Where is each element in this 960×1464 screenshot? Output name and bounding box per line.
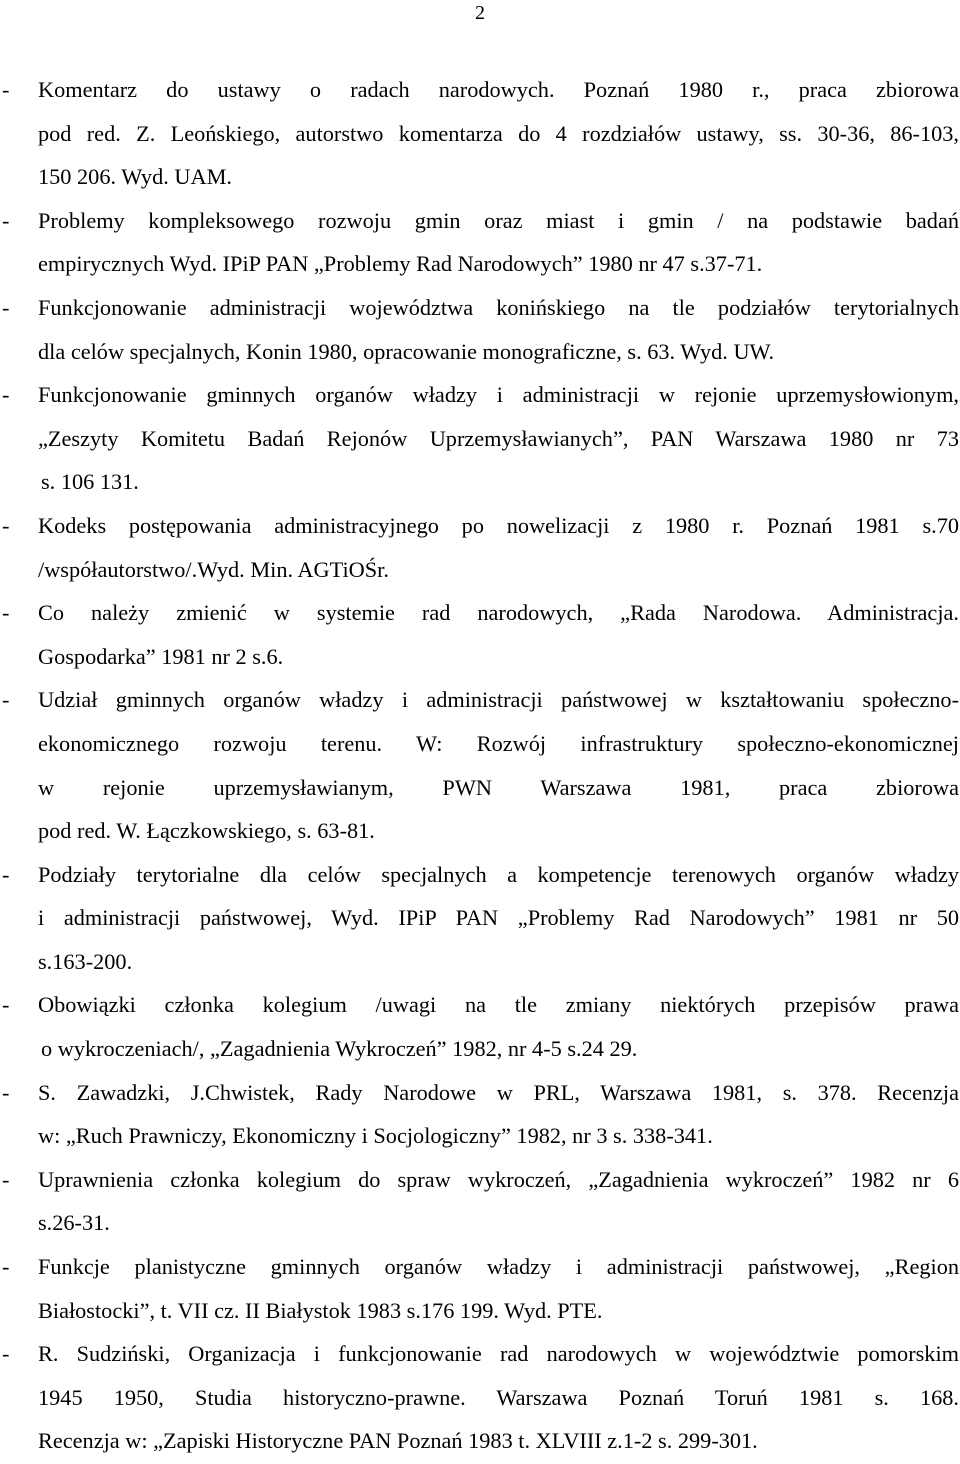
bibliography-continuation-line [0,1114,960,1158]
entry-text: Co należy zmienić w systemie rad narodowych, „Rada Narodowa. Administracja. [38,600,959,626]
list-dash: - [2,1254,10,1280]
entry-text: R. Sudziński, Organizacja i funkcjonowanie rad narodowych w województwie pomorskim [38,1341,959,1367]
list-dash: - [2,861,10,887]
bibliography-continuation-line [0,417,960,461]
entry-text: w rejonie uprzemysławianym, PWN Warszawa 1981, praca zbiorowa [38,774,959,800]
bibliography-entry-line [0,1332,960,1376]
entry-text: s.163-200. [38,948,133,974]
entry-text: o wykroczeniach/, „Zagadnienia Wykroczeń” 1982, nr 4-5 s.24 29. [41,1036,638,1062]
entry-text: s. 106 131. [41,469,139,495]
entry-text: Kodeks postępowania administracyjnego po nowelizacji z 1980 r. Poznań 1981 s.70 [38,512,959,538]
bibliography-entry-line [0,853,960,897]
bibliography-list [0,68,960,1463]
bibliography-entry-line [0,678,960,722]
page-number: 2 [475,2,485,24]
list-dash: - [2,687,10,713]
list-dash: - [2,992,10,1018]
bibliography-continuation-line [0,896,960,940]
entry-text: S. Zawadzki, J.Chwistek, Rady Narodowe w PRL, Warszawa 1981, s. 378. Recenzja [38,1079,959,1105]
bibliography-continuation-line [0,548,960,592]
list-dash: - [2,512,10,538]
entry-text: Recenzja w: „Zapiski Historyczne PAN Poznań 1983 t. XLVIII z.1-2 s. 299-301. [38,1428,758,1454]
entry-text: /współautorstwo/.Wyd. Min. AGTiOŚr. [38,556,389,582]
entry-text: pod red. W. Łączkowskiego, s. 63-81. [38,818,375,844]
bibliography-continuation-line [0,112,960,156]
bibliography-continuation-line [0,809,960,853]
bibliography-continuation-line [0,1027,960,1071]
bibliography-entry-line [0,983,960,1027]
bibliography-entry-line [0,1245,960,1289]
entry-text: ekonomicznego rozwoju terenu. W: Rozwój infrastruktury społeczno-ekonomicznej [38,730,959,756]
bibliography-entry-line [0,1071,960,1115]
entry-text: Obowiązki członka kolegium /uwagi na tle zmiany niektórych przepisów prawa [38,992,959,1018]
bibliography-continuation-line [0,155,960,199]
entry-text: s.26-31. [38,1210,110,1236]
bibliography-continuation-line [0,460,960,504]
entry-text: 1945 1950, Studia historyczno-prawne. Warszawa Poznań Toruń 1981 s. 168. [38,1384,959,1410]
entry-text: Białostocki”, t. VII cz. II Białystok 1983 s.176 199. Wyd. PTE. [38,1297,603,1323]
bibliography-entry-line [0,68,960,112]
entry-text: Podziały terytorialne dla celów specjalnych a kompetencje terenowych organów władzy [38,861,959,887]
bibliography-continuation-line [0,722,960,766]
entry-text: Funkcjonowanie administracji województwa konińskiego na tle podziałów terytorialnych [38,294,959,320]
entry-text: Komentarz do ustawy o radach narodowych. Poznań 1980 r., praca zbiorowa [38,77,959,102]
entry-text: empirycznych Wyd. IPiP PAN „Problemy Rad Narodowych” 1980 nr 47 s.37-71. [38,251,763,277]
list-dash: - [2,1079,10,1105]
bibliography-entry-line [0,286,960,330]
bibliography-continuation-line [0,1376,960,1420]
list-dash: - [2,382,10,408]
bibliography-continuation-line [0,1419,960,1463]
entry-text: Problemy kompleksowego rozwoju gmin oraz miast i gmin / na podstawie badań [38,207,959,233]
list-dash: - [2,77,10,102]
bibliography-continuation-line [0,1201,960,1245]
bibliography-continuation-line [0,330,960,374]
entry-text: Uprawnienia członka kolegium do spraw wykroczeń, „Zagadnienia wykroczeń” 1982 nr 6 [38,1166,959,1192]
bibliography-entry-line [0,591,960,635]
bibliography-entry-line [0,504,960,548]
entry-text: dla celów specjalnych, Konin 1980, opracowanie monograficzne, s. 63. Wyd. UW. [38,338,775,364]
entry-text: Funkcjonowanie gminnych organów władzy i administracji w rejonie uprzemysłowionym, [38,382,959,408]
entry-text: 150 206. Wyd. UAM. [38,164,232,190]
bibliography-continuation-line [0,242,960,286]
bibliography-continuation-line [0,766,960,810]
entry-text: w: „Ruch Prawniczy, Ekonomiczny i Socjologiczny” 1982, nr 3 s. 338-341. [38,1123,713,1149]
bibliography-continuation-line [0,940,960,984]
bibliography-entry-line [0,1158,960,1202]
bibliography-entry-line [0,199,960,243]
list-dash: - [2,294,10,320]
bibliography-continuation-line [0,635,960,679]
entry-text: pod red. Z. Leońskiego, autorstwo komentarza do 4 rozdziałów ustawy, ss. 30-36, 86-103, [38,120,959,146]
bibliography-continuation-line [0,1289,960,1333]
list-dash: - [2,207,10,233]
list-dash: - [2,1166,10,1192]
bibliography-entry-line [0,373,960,417]
list-dash: - [2,600,10,626]
entry-text: i administracji państwowej, Wyd. IPiP PAN „Problemy Rad Narodowych” 1981 nr 50 [38,905,959,931]
list-dash: - [2,1341,10,1367]
entry-text: Funkcje planistyczne gminnych organów władzy i administracji państwowej, „Region [38,1254,959,1280]
entry-text: Udział gminnych organów władzy i administracji państwowej w kształtowaniu społeczno- [38,687,959,713]
entry-text: Gospodarka” 1981 nr 2 s.6. [38,643,284,669]
entry-text: „Zeszyty Komitetu Badań Rejonów Uprzemysławianych”, PAN Warszawa 1980 nr 73 [38,425,959,451]
